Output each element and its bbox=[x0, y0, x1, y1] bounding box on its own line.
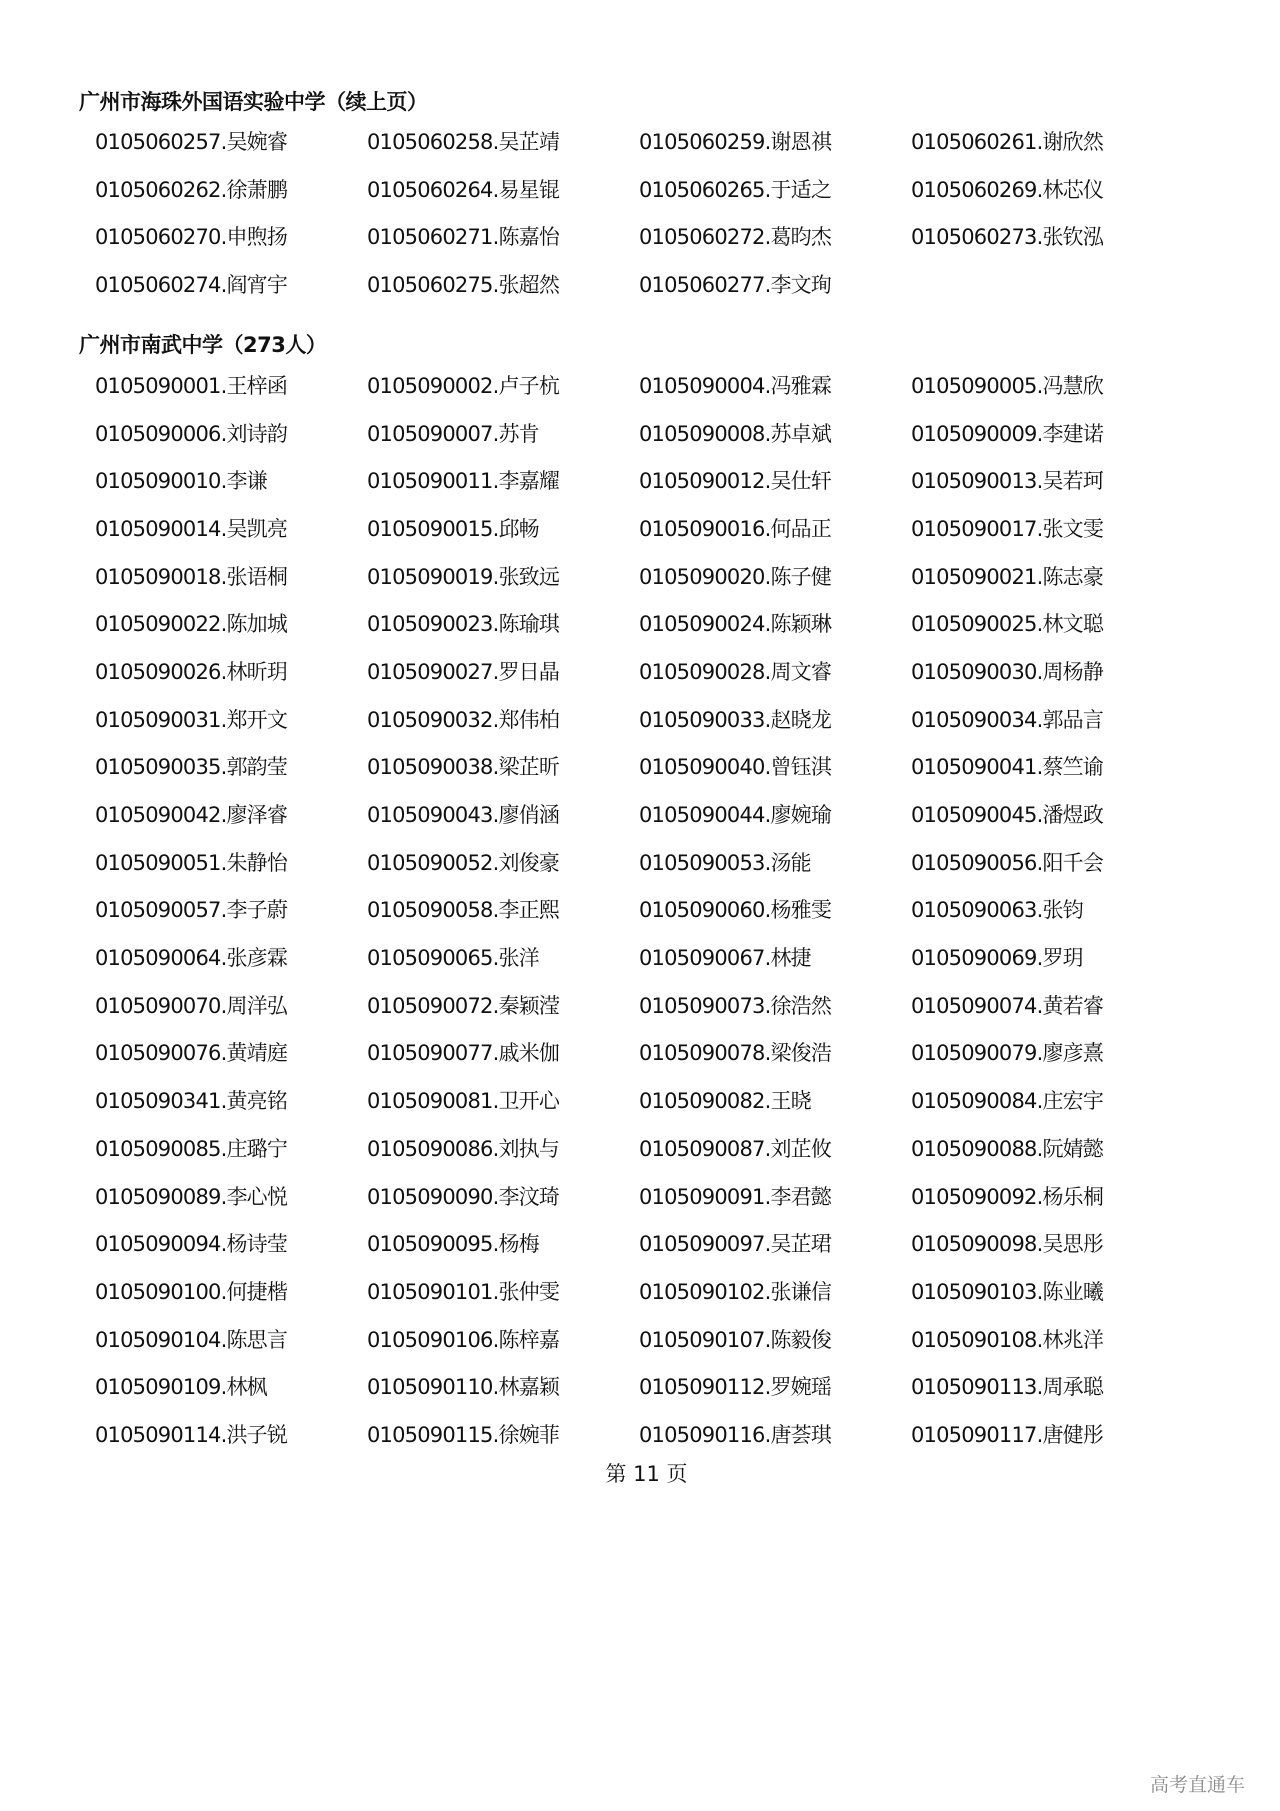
student-entry: 0105090019.张致远 bbox=[367, 564, 560, 589]
list-row bbox=[95, 599, 1195, 647]
student-entry: 0105090044.廖婉瑜 bbox=[639, 803, 832, 828]
student-entry: 0105090043.廖俏涵 bbox=[367, 803, 560, 828]
student-entry: 0105090106.陈梓嘉 bbox=[367, 1327, 560, 1352]
student-entry: 0105090072.秦颖滢 bbox=[367, 993, 560, 1018]
student-entry: 0105090107.陈毅俊 bbox=[639, 1327, 832, 1352]
student-entry: 0105090114.洪子锐 bbox=[95, 1422, 288, 1447]
student-entry: 0105090341.黄亮铭 bbox=[95, 1089, 288, 1114]
student-entry: 0105090005.冯慧欣 bbox=[911, 373, 1104, 398]
student-entry: 0105090009.李建诺 bbox=[911, 421, 1104, 446]
student-entry: 0105090007.苏肯 bbox=[367, 421, 539, 446]
student-entry: 0105090117.唐健彤 bbox=[911, 1422, 1104, 1447]
student-entry: 0105060264.易星锟 bbox=[367, 177, 560, 202]
list-row bbox=[95, 1076, 1195, 1124]
student-entry: 0105090052.刘俊豪 bbox=[367, 850, 560, 875]
student-entry: 0105090026.林昕玥 bbox=[95, 659, 288, 684]
student-entry: 0105090021.陈志豪 bbox=[911, 564, 1104, 589]
student-entry: 0105090014.吴凯亮 bbox=[95, 516, 288, 541]
student-entry: 0105090116.唐荟琪 bbox=[639, 1422, 832, 1447]
student-entry: 0105090073.徐浩然 bbox=[639, 993, 832, 1018]
student-list-haizhu bbox=[95, 117, 1195, 308]
student-entry: 0105090102.张谦信 bbox=[639, 1279, 832, 1304]
student-entry: 0105090042.廖泽睿 bbox=[95, 803, 288, 828]
student-entry: 0105060259.谢恩祺 bbox=[639, 129, 832, 154]
student-entry: 0105090040.曾钰淇 bbox=[639, 755, 832, 780]
student-entry: 0105090064.张彦霖 bbox=[95, 946, 288, 971]
student-entry: 0105090058.李正熙 bbox=[367, 898, 560, 923]
student-entry: 0105090094.杨诗莹 bbox=[95, 1232, 288, 1257]
student-entry: 0105090078.梁俊浩 bbox=[639, 1041, 832, 1066]
student-entry: 0105090091.李君懿 bbox=[639, 1184, 832, 1209]
list-row bbox=[95, 1029, 1195, 1077]
list-row bbox=[95, 117, 1195, 165]
list-row bbox=[95, 838, 1195, 886]
student-entry: 0105090053.汤能 bbox=[639, 850, 811, 875]
list-row bbox=[95, 409, 1195, 457]
student-entry: 0105090097.吴芷珺 bbox=[639, 1232, 832, 1257]
student-entry: 0105060270.申煦扬 bbox=[95, 225, 288, 250]
student-entry: 0105090016.何品正 bbox=[639, 516, 832, 541]
student-entry: 0105060265.于适之 bbox=[639, 177, 832, 202]
student-entry: 0105090095.杨梅 bbox=[367, 1232, 539, 1257]
student-entry: 0105090034.郭品言 bbox=[911, 707, 1104, 732]
student-entry: 0105090032.郑伟柏 bbox=[367, 707, 560, 732]
list-row bbox=[95, 790, 1195, 838]
student-entry: 0105090025.林文聪 bbox=[911, 612, 1104, 637]
student-entry: 0105090063.张钧 bbox=[911, 898, 1083, 923]
student-entry: 0105090070.周洋弘 bbox=[95, 993, 288, 1018]
list-row bbox=[95, 260, 1195, 308]
student-entry: 0105090100.何捷楷 bbox=[95, 1279, 288, 1304]
student-entry: 0105090076.黄靖庭 bbox=[95, 1041, 288, 1066]
watermark: 高考直通车 bbox=[1150, 1774, 1246, 1796]
list-row bbox=[95, 1219, 1195, 1267]
student-entry: 0105090038.梁芷昕 bbox=[367, 755, 560, 780]
student-entry: 0105090060.杨雅雯 bbox=[639, 898, 832, 923]
student-entry: 0105060257.吴婉睿 bbox=[95, 129, 288, 154]
student-entry: 0105090008.苏卓斌 bbox=[639, 421, 832, 446]
student-entry: 0105090086.刘执与 bbox=[367, 1136, 560, 1161]
student-entry: 0105090051.朱静怡 bbox=[95, 850, 288, 875]
student-entry: 0105090108.林兆洋 bbox=[911, 1327, 1104, 1352]
student-entry: 0105060274.阎宵宇 bbox=[95, 272, 288, 297]
student-entry: 0105090028.周文睿 bbox=[639, 659, 832, 684]
student-entry: 0105090056.阳千会 bbox=[911, 850, 1104, 875]
student-entry: 0105060273.张钦泓 bbox=[911, 225, 1104, 250]
student-entry: 0105090065.张洋 bbox=[367, 946, 539, 971]
student-entry: 0105090098.吴思彤 bbox=[911, 1232, 1104, 1257]
student-entry: 0105090085.庄璐宁 bbox=[95, 1136, 288, 1161]
list-row bbox=[95, 1315, 1195, 1363]
student-entry: 0105090079.廖彦熹 bbox=[911, 1041, 1104, 1066]
student-entry: 0105090082.王晓 bbox=[639, 1089, 811, 1114]
student-entry: 0105090115.徐婉菲 bbox=[367, 1422, 560, 1447]
student-entry: 0105090087.刘芷攸 bbox=[639, 1136, 832, 1161]
list-row bbox=[95, 361, 1195, 409]
section-title-nanwu: 广州市南武中学（273人） bbox=[79, 333, 327, 357]
student-entry: 0105090104.陈思言 bbox=[95, 1327, 288, 1352]
student-entry: 0105090018.张语桐 bbox=[95, 564, 288, 589]
student-entry: 0105090077.戚米伽 bbox=[367, 1041, 560, 1066]
list-row bbox=[95, 647, 1195, 695]
student-entry: 0105090015.邱畅 bbox=[367, 516, 539, 541]
student-entry: 0105090001.王梓函 bbox=[95, 373, 288, 398]
list-row bbox=[95, 743, 1195, 791]
list-row bbox=[95, 886, 1195, 934]
list-row bbox=[95, 1267, 1195, 1315]
student-entry: 0105060271.陈嘉怡 bbox=[367, 225, 560, 250]
student-entry: 0105090110.林嘉颖 bbox=[367, 1375, 560, 1400]
student-entry: 0105060262.徐萧鹏 bbox=[95, 177, 288, 202]
list-row bbox=[95, 552, 1195, 600]
student-entry: 0105090023.陈瑜琪 bbox=[367, 612, 560, 637]
student-entry: 0105060258.吴芷靖 bbox=[367, 129, 560, 154]
student-entry: 0105090030.周杨静 bbox=[911, 659, 1104, 684]
student-entry: 0105090045.潘煜政 bbox=[911, 803, 1104, 828]
student-entry: 0105090103.陈业曦 bbox=[911, 1279, 1104, 1304]
student-entry: 0105090027.罗日晶 bbox=[367, 659, 560, 684]
student-entry: 0105090084.庄宏宇 bbox=[911, 1089, 1104, 1114]
list-row bbox=[95, 933, 1195, 981]
student-entry: 0105090089.李心悦 bbox=[95, 1184, 288, 1209]
student-list-nanwu bbox=[95, 361, 1195, 1458]
student-entry: 0105090004.冯雅霖 bbox=[639, 373, 832, 398]
student-entry: 0105060277.李文珣 bbox=[639, 272, 832, 297]
list-row bbox=[95, 1362, 1195, 1410]
student-entry: 0105060269.林芯仪 bbox=[911, 177, 1104, 202]
list-row bbox=[95, 1410, 1195, 1458]
student-entry: 0105090101.张仲雯 bbox=[367, 1279, 560, 1304]
list-row bbox=[95, 1172, 1195, 1220]
student-entry: 0105090113.周承聪 bbox=[911, 1375, 1104, 1400]
student-entry: 0105090022.陈加城 bbox=[95, 612, 288, 637]
list-row bbox=[95, 456, 1195, 504]
student-entry: 0105090012.吴仕轩 bbox=[639, 469, 832, 494]
student-entry: 0105090112.罗婉瑶 bbox=[639, 1375, 832, 1400]
list-row bbox=[95, 695, 1195, 743]
student-entry: 0105090067.林捷 bbox=[639, 946, 811, 971]
list-row bbox=[95, 165, 1195, 213]
student-entry: 0105090033.赵晓龙 bbox=[639, 707, 832, 732]
student-entry: 0105090081.卫开心 bbox=[367, 1089, 560, 1114]
list-row bbox=[95, 1124, 1195, 1172]
student-entry: 0105090090.李汶琦 bbox=[367, 1184, 560, 1209]
student-entry: 0105090002.卢子杭 bbox=[367, 373, 560, 398]
student-entry: 0105090069.罗玥 bbox=[911, 946, 1083, 971]
list-row bbox=[95, 981, 1195, 1029]
student-entry: 0105090074.黄若睿 bbox=[911, 993, 1104, 1018]
student-entry: 0105090024.陈颖琳 bbox=[639, 612, 832, 637]
student-entry: 0105090006.刘诗韵 bbox=[95, 421, 288, 446]
student-entry: 0105090057.李子蔚 bbox=[95, 898, 288, 923]
student-entry: 0105090088.阮婧懿 bbox=[911, 1136, 1104, 1161]
student-entry: 0105090017.张文雯 bbox=[911, 516, 1104, 541]
student-entry: 0105090010.李谦 bbox=[95, 469, 267, 494]
student-entry: 0105090011.李嘉耀 bbox=[367, 469, 560, 494]
student-entry: 0105060261.谢欣然 bbox=[911, 129, 1104, 154]
student-entry: 0105090031.郑开文 bbox=[95, 707, 288, 732]
student-entry: 0105090041.蔡竺谕 bbox=[911, 755, 1104, 780]
page-number: 第 11 页 bbox=[605, 1462, 688, 1486]
student-entry: 0105090020.陈子健 bbox=[639, 564, 832, 589]
student-entry: 0105090035.郭韵莹 bbox=[95, 755, 288, 780]
student-entry: 0105090092.杨乐桐 bbox=[911, 1184, 1104, 1209]
student-entry: 0105060272.葛昀杰 bbox=[639, 225, 832, 250]
list-row bbox=[95, 212, 1195, 260]
student-entry: 0105090109.林枫 bbox=[95, 1375, 267, 1400]
list-row bbox=[95, 504, 1195, 552]
student-entry: 0105060275.张超然 bbox=[367, 272, 560, 297]
student-entry: 0105090013.吴若珂 bbox=[911, 469, 1104, 494]
section-title-haizhu: 广州市海珠外国语实验中学（续上页） bbox=[79, 90, 428, 114]
